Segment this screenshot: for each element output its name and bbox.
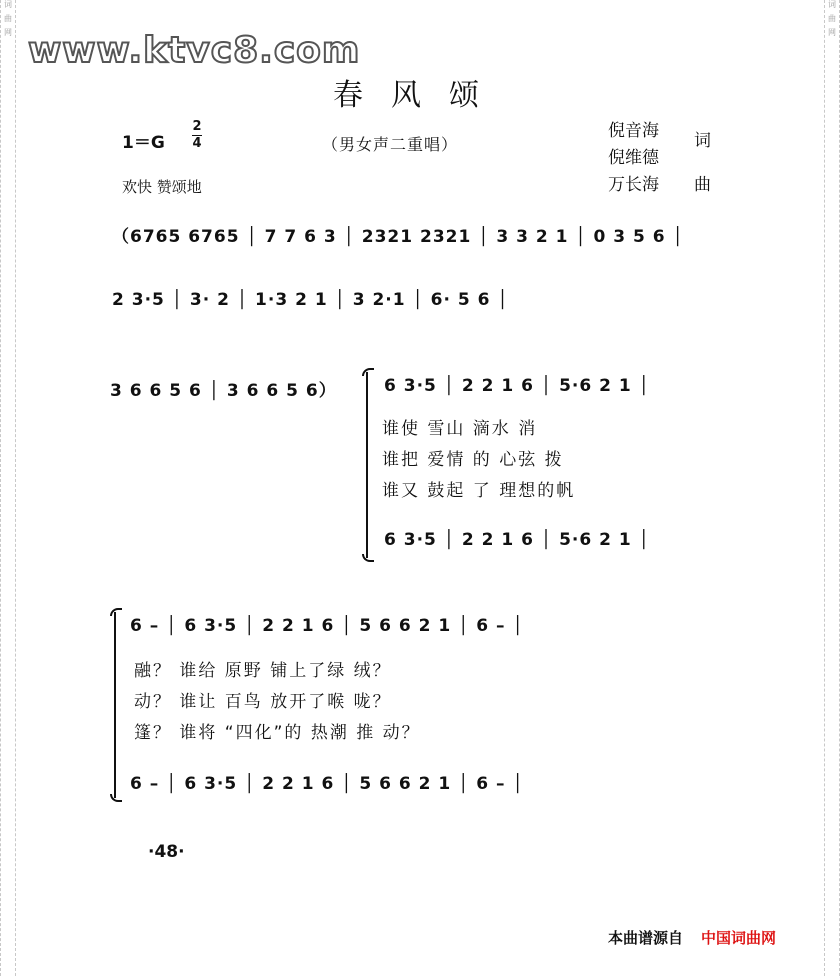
- footer-site-link[interactable]: 中国词曲网: [701, 929, 777, 947]
- subtitle: （男女声二重唱）: [322, 135, 459, 154]
- side-strip-right: 词 曲 网: [824, 0, 840, 976]
- watermark: www.ktvc8.com: [28, 30, 361, 71]
- key-signature: 1＝G: [122, 133, 165, 153]
- page-number: ·48·: [148, 842, 185, 862]
- staff-3-intro: 3 6 6 5 6 │ 3 6 6 5 6）: [110, 381, 337, 401]
- side-strip-left: 词 曲 网: [0, 0, 16, 976]
- staff-4-lower-voice: 6 – │ 6 3·5 │ 2 2 1 6 │ 5 6 6 2 1 │ 6 – │: [130, 774, 524, 794]
- tempo-marking: 欢快 赞颂地: [122, 178, 202, 196]
- footer-text: 本曲谱源自: [608, 929, 684, 947]
- song-title: 春风颂: [333, 78, 507, 113]
- staff-3-brace: [366, 372, 368, 558]
- staff-4-lyric-2: 动？ 谁让 百鸟 放开了喉 咙？: [134, 692, 392, 712]
- lyric-role: 词: [694, 131, 711, 151]
- staff-4-upper-voice: 6 – │ 6 3·5 │ 2 2 1 6 │ 5 6 6 2 1 │ 6 – │: [130, 616, 524, 636]
- staff-1-notes: （6765 6765 │ 7 7 6 3 │ 2321 2321 │ 3 3 2 1 │ 0 3 5 6 │: [112, 227, 684, 247]
- composer: 万长海: [608, 175, 659, 195]
- staff-3-lyric-3: 谁又 鼓起 了 理想的帆: [382, 481, 576, 501]
- staff-2-notes: 2 3·5 │ 3· 2 │ 1·3 2 1 │ 3 2·1 │ 6· 5 6 │: [112, 290, 509, 310]
- staff-4-lyric-3: 篷？ 谁将 “四化”的 热潮 推 动？: [134, 723, 421, 743]
- staff-3-upper-voice: 6 3·5 │ 2 2 1 6 │ 5·6 2 1 │: [384, 376, 650, 396]
- credits: [608, 118, 711, 199]
- time-signature: 2 4: [192, 119, 202, 151]
- staff-3-lyric-2: 谁把 爱情 的 心弦 拨: [382, 450, 564, 470]
- footer-source: [608, 927, 776, 948]
- composer-role: 曲: [694, 175, 711, 195]
- staff-3-lyric-1: 谁使 雪山 滴水 消: [382, 419, 538, 439]
- lyricists: 倪音海 倪维德: [608, 121, 659, 168]
- staff-4-brace: [114, 612, 116, 798]
- staff-3-lower-voice: 6 3·5 │ 2 2 1 6 │ 5·6 2 1 │: [384, 530, 650, 550]
- staff-4-lyric-1: 融？ 谁给 原野 铺上了绿 绒？: [134, 661, 392, 681]
